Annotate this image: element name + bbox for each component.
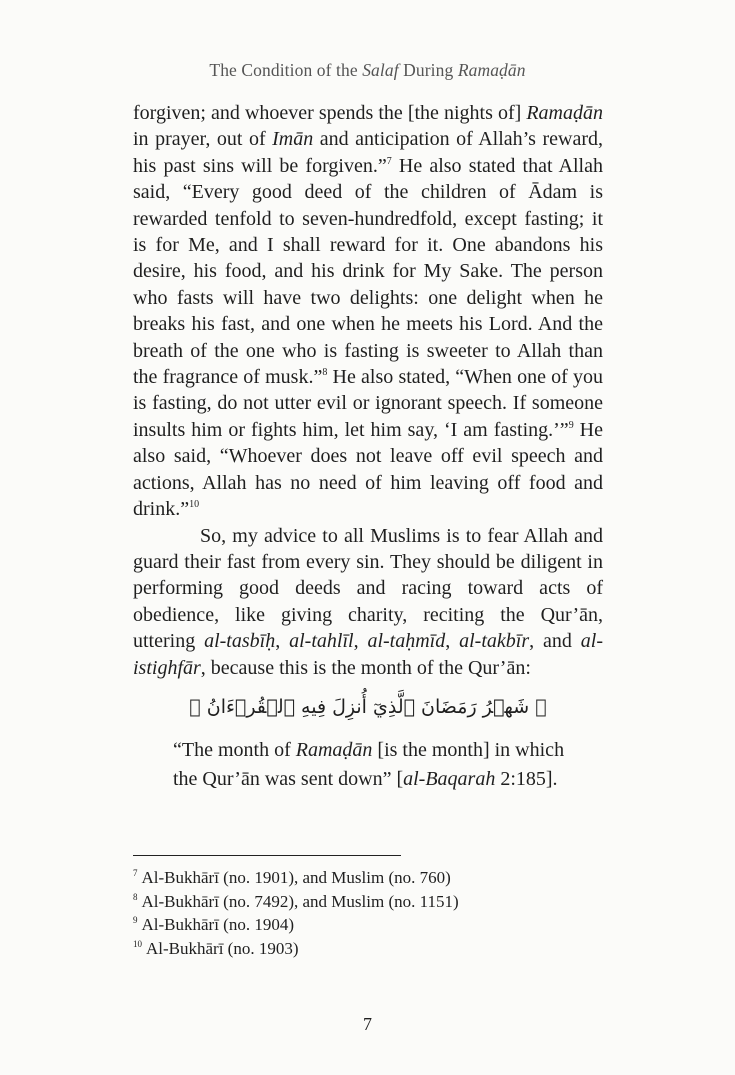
footnote-ref-8[interactable]: 8 — [322, 367, 328, 379]
text-run: , — [445, 630, 460, 653]
running-head-text: During — [398, 60, 458, 80]
arabic-text: شَهۡرُ رَمَضَانَ ٱلَّذِيٓ أُنزِلَ فِيهِ ٱلۡقُرۡءَانُ — [206, 696, 530, 718]
running-head-text: The Condition of the — [209, 60, 363, 80]
ornate-bracket-right: ﴾ — [535, 696, 547, 718]
text-run: and anticipation of Allah’s reward, his past sins will be forgiven.” — [133, 128, 604, 177]
footnotes — [133, 866, 603, 960]
text-run: , and — [529, 630, 581, 653]
footnote-number: 9 — [133, 915, 138, 925]
text-run: So, my advice to all Muslims is to fear Allah and guard their fast from every sin. They should be diligent in performing good deeds and racing toward acts of obedience, like giving charity, reciting the Qur’ān, uttering — [133, 524, 603, 653]
text-run: He also stated that Allah said, “Every good deed of the children of Ādam is rewarded tenfold to seven-hundredfold, except fasting; it is for Me, and I shall reward for it. One abandons his desire, his food, and his drink for My Sake. The person who fasts will have two delights: one delight when he breaks his fast, and one when he meets his Lord. And the breath of the one who is fasting is sweeter to Allah than the fragrance of musk.” — [133, 154, 603, 389]
footnote-divider — [133, 855, 401, 856]
footnote-text: Al-Bukhārī (no. 1903) — [146, 938, 299, 958]
footnote-10 — [133, 937, 603, 961]
footnote-ref-9[interactable]: 9 — [568, 419, 574, 431]
footnote-text: Al-Bukhārī (no. 7492), and Muslim (no. 1151) — [141, 891, 459, 911]
italic-term: al-tahlīl — [289, 630, 354, 653]
ornate-bracket-left: ﴿ — [189, 696, 201, 718]
text-run: “The month of — [173, 739, 296, 761]
italic-term: Ramaḍān — [526, 102, 603, 124]
footnote-9 — [133, 913, 603, 937]
footnote-ref-7[interactable]: 7 — [386, 155, 392, 167]
text-run: in prayer, out of — [133, 128, 273, 151]
italic-term: Imān — [272, 128, 314, 151]
running-head-italic: Ramaḍān — [457, 60, 526, 80]
running-head-italic: Salaf — [362, 60, 399, 80]
text-run: 2:185]. — [495, 768, 558, 790]
text-run: , — [275, 630, 290, 653]
footnote-text: Al-Bukhārī (no. 1901), and Muslim (no. 760) — [141, 868, 451, 887]
text-run: , because this is the month of the Qur’ān: — [200, 656, 531, 679]
footnote-8 — [133, 890, 603, 914]
italic-term: al-tasbīḥ — [204, 630, 276, 653]
italic-term: al-Baqarah — [403, 768, 496, 790]
quran-verse-arabic — [133, 693, 603, 721]
body-text — [133, 100, 603, 681]
paragraph-2 — [133, 523, 603, 681]
italic-term: al-istighfār — [133, 630, 603, 679]
italic-term: al-takbīr — [459, 630, 530, 653]
paragraph-1 — [133, 100, 603, 523]
italic-term: al-taḥmīd — [367, 630, 446, 653]
footnote-ref-10[interactable]: 10 — [189, 499, 200, 511]
footnote-number: 10 — [133, 938, 142, 949]
footnote-7 — [133, 866, 603, 890]
footnote-number: 8 — [133, 891, 138, 902]
footnote-text: Al-Bukhārī (no. 1904) — [141, 915, 295, 934]
text-run: He also said, “Whoever does not leave off evil speech and actions, Allah has no need of him leaving off food and drink.” — [133, 418, 603, 521]
text-run: , — [353, 630, 368, 653]
footnote-number: 7 — [133, 868, 138, 878]
text-run: forgiven; and whoever spends the [the nights of] — [133, 102, 527, 124]
text-run: He also stated, “When one of you is fasting, do not utter evil or ignorant speech. If someone insults him or fights him, let him say, ‘I am fasting.’” — [133, 366, 603, 441]
italic-term: Ramaḍān — [295, 739, 373, 761]
running-head — [0, 60, 735, 81]
text-run: [is the month] in which the Qur’ān was sent down” [ — [173, 739, 565, 790]
verse-translation — [173, 736, 593, 794]
page-number: 7 — [363, 1014, 372, 1034]
